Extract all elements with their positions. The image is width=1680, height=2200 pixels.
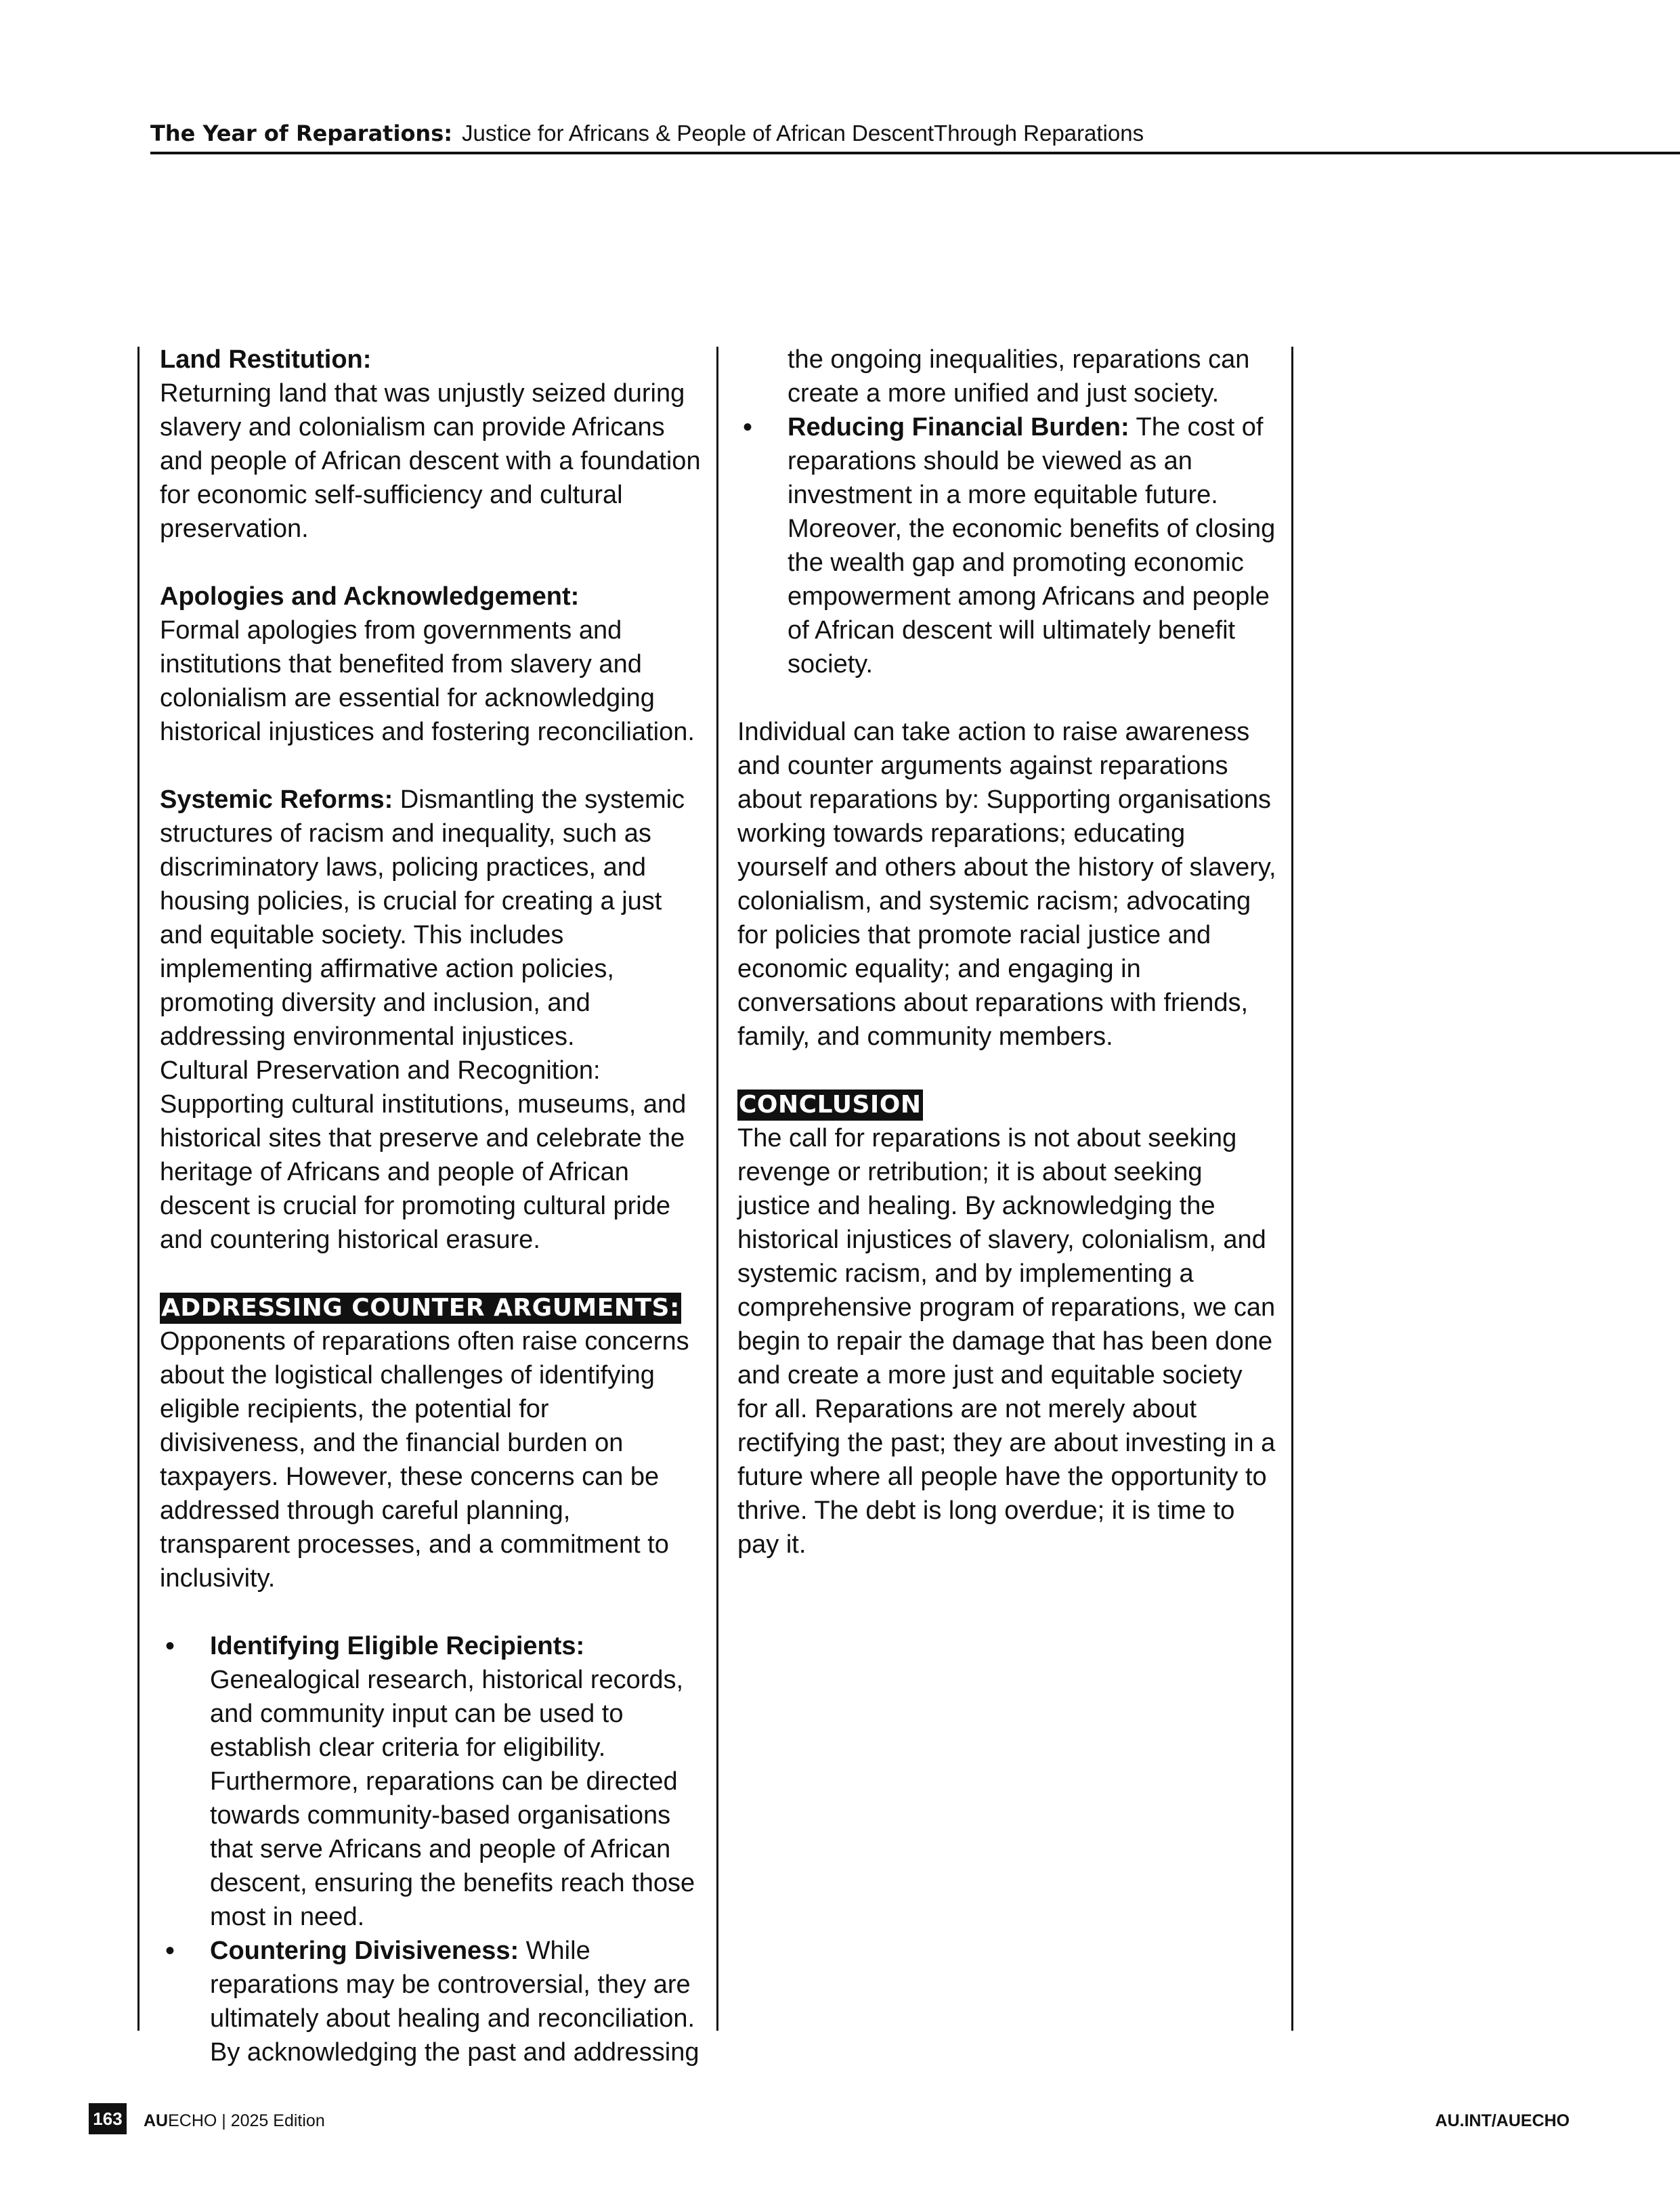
right-column bbox=[737, 343, 1279, 1561]
left-column bbox=[160, 343, 702, 2069]
continued-text: the ongoing inequalities, reparations can create a more unified and just society. bbox=[788, 345, 1250, 408]
land-restitution-text: Returning land that was unjustly seized during slavery and colonialism can provide Africans and people of African descent with a foundation for economic self-sufficiency and cultural preservation. bbox=[160, 379, 701, 543]
bullet-text-recipients: Genealogical research, historical records, and community input can be used to establish clear criteria for eligibility. Furthermore, reparations can be directed towards community-based organisations that serve Africans and people of African descent, ensuring the benefits reach those most in need. bbox=[210, 1666, 695, 1931]
running-header bbox=[150, 116, 1680, 154]
systemic-reforms-paragraph bbox=[160, 783, 702, 1054]
list-item bbox=[160, 1629, 702, 1934]
counter-arguments-heading: ADDRESSING COUNTER ARGUMENTS: bbox=[160, 1293, 681, 1324]
counter-arguments-text: Opponents of reparations often raise concerns about the logistical challenges of identifying eligible recipients, the potential for divisiveness, and the financial burden on taxpayers. However, these concerns can be addressed through careful planning, transparent processes, and a commitment to inclusivity. bbox=[160, 1327, 689, 1593]
counter-arguments-list bbox=[160, 1629, 702, 2069]
apologies-text: Formal apologies from governments and institutions that benefited from slavery and colonialism are essential for acknowledging historical injustices and fostering reconciliation. bbox=[160, 616, 695, 746]
header-subtitle: Justice for Africans & People of African DescentThrough Reparations bbox=[462, 121, 1144, 146]
bullet-text-divisiveness: While reparations may be controversial, they are ultimately about healing and reconciliation. By acknowledging the past and addressing bbox=[210, 1937, 699, 2067]
footer-brand-rest: ECHO | 2025 Edition bbox=[168, 2111, 325, 2130]
conclusion-text: The call for reparations is not about seeking revenge or retribution; it is about seeking justice and healing. By acknowledging the historical injustices of slavery, colonialism, and systemic racism, and by implementing a comprehensive program of reparations, we can begin to repair the damage that has been done and create a more just and equitable society for all. Reparations are not merely about rectifying the past; they are about investing in a future where all people have the opportunity to thrive. The debt is long overdue; it is time to pay it. bbox=[737, 1124, 1276, 1559]
conclusion-heading: CONCLUSION bbox=[737, 1090, 923, 1121]
column-rule-middle bbox=[716, 347, 718, 2031]
right-column-list bbox=[737, 343, 1279, 681]
land-restitution-title: Land Restitution: bbox=[160, 345, 372, 374]
cultural-preservation-text: Cultural Preservation and Recognition: Supporting cultural institutions, museums, and historical sites that preserve and celebrate the heritage of Africans and people of African descent is crucial for promoting cultural pride and countering historical erasure. bbox=[160, 1056, 687, 1254]
header-bold-title: The Year of Reparations: bbox=[150, 121, 453, 146]
bullet-title-divisiveness: Countering Divisiveness: bbox=[210, 1937, 519, 1965]
bullet-title-financial: Reducing Financial Burden: bbox=[788, 413, 1129, 441]
page-number: 163 bbox=[89, 2103, 127, 2134]
column-rule-right bbox=[1291, 347, 1293, 2031]
list-item-continued bbox=[737, 343, 1279, 410]
footer-url: AU.INT/AUECHO bbox=[1435, 2111, 1570, 2130]
systemic-reforms-title: Systemic Reforms: bbox=[160, 785, 393, 814]
footer-brand-bold: AU bbox=[144, 2111, 169, 2130]
bullet-text-financial: The cost of reparations should be viewed as an investment in a more equitable future. Moreover, the economic benefits of closing the wealth gap and promoting economic empowerment among Africans and people of African descent will ultimately benefit society. bbox=[788, 413, 1276, 678]
column-rule-left bbox=[137, 347, 139, 2031]
apologies-title: Apologies and Acknowledgement: bbox=[160, 582, 580, 611]
footer-brand bbox=[144, 2107, 325, 2134]
list-item bbox=[160, 1934, 702, 2069]
list-item bbox=[737, 410, 1279, 681]
systemic-reforms-text: Dismantling the systemic structures of racism and inequality, such as discriminatory laws, policing practices, and housing policies, is crucial for creating a just and equitable society. This includes implementing affirmative action policies, promoting diversity and inclusion, and addressing environmental injustices. bbox=[160, 785, 685, 1051]
individual-action-text: Individual can take action to raise awareness and counter arguments against reparations about reparations by: Supporting organisations working towards reparations; educating yourself and others about the history of slavery, colonialism, and systemic racism; advocating for policies that promote racial justice and economic equality; and engaging in conversations about reparations with friends, family, and community members. bbox=[737, 718, 1276, 1051]
bullet-title-recipients: Identifying Eligible Recipients: bbox=[210, 1632, 585, 1660]
